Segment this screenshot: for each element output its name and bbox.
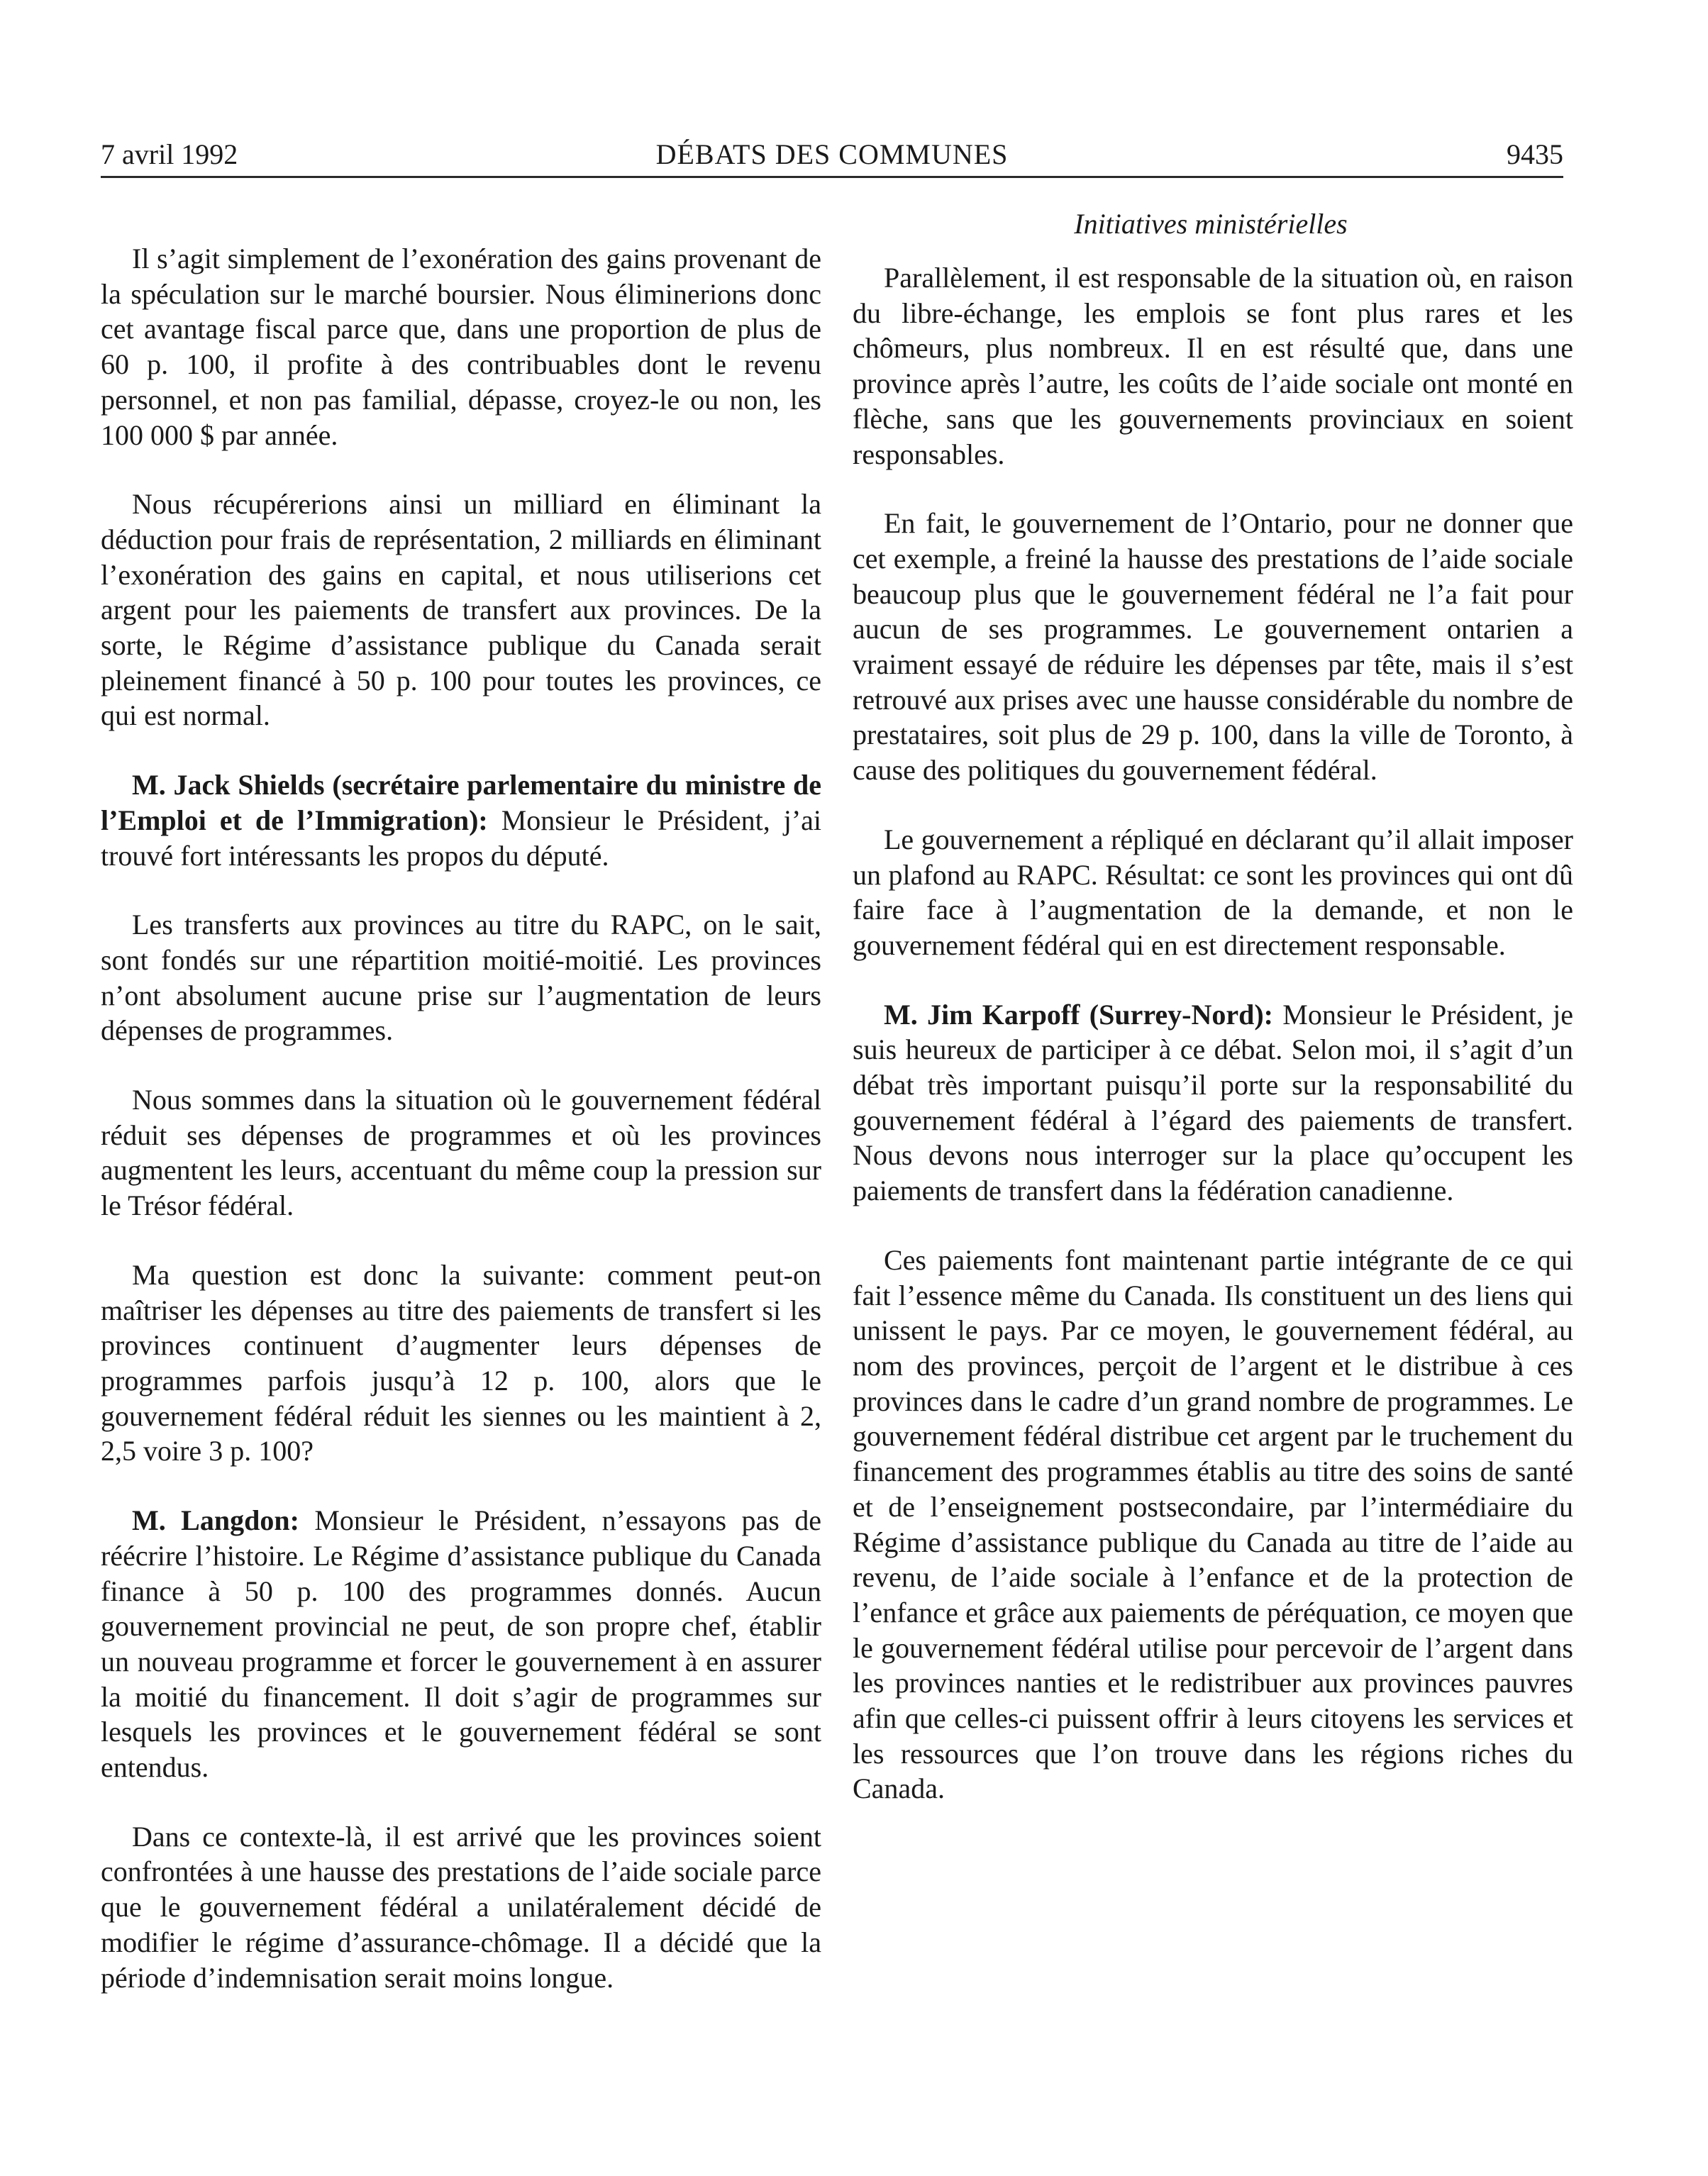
- paragraph: [853, 260, 1573, 472]
- speaker-name: M. Jim Karpoff (Surrey-Nord):: [884, 998, 1273, 1031]
- paragraph: [853, 822, 1573, 963]
- left-column: [101, 241, 821, 1995]
- paragraph: [853, 506, 1573, 788]
- paragraph: [853, 1243, 1573, 1806]
- paragraph: [101, 1503, 821, 1785]
- header-page-number: 9435: [1507, 138, 1563, 170]
- header-title: DÉBATS DES COMMUNES: [655, 138, 1009, 170]
- paragraph-text: En fait, le gouvernement de l’Ontario, pour ne donner que cet exemple, a freiné la hausse des prestations de l’aide sociale beaucoup plus que le gouvernement fédéral ne l’a fait pour aucun de ses programmes. Le gouvernement ontarien a vraiment essayé de réduire les dépenses par tête, mais il s’est retrouvé aux prises avec une hausse considérable du nombre de prestataires, soit plus de 29 p. 100, dans la ville de Toronto, à cause des politiques du gouvernement fédéral.: [853, 507, 1573, 787]
- page-header: [101, 133, 1563, 176]
- speaker-name: M. Jack Shields (secrétaire parlementaire du ministre de l’Emploi et de l’Immigration):: [101, 769, 821, 836]
- paragraph-text: Le gouvernement a répliqué en déclarant qu’il allait imposer un plafond au RAPC. Résultat: ce sont les provinces qui ont dû faire face à l’augmentation de la demande, et non le gouvernement fédéral qui en est directement responsable.: [853, 823, 1573, 961]
- section-rubric: Initiatives ministérielles: [1074, 208, 1348, 240]
- paragraph-text: Il s’agit simplement de l’exonération des gains provenant de la spéculation sur le marché boursier. Nous éliminerions donc cet avantage fiscal parce que, dans une proportion de plus de 60 p. 100, il profite à des contribuables dont le revenu personnel, et non pas familial, dépasse, croyez-le ou non, les 100 000 $ par année.: [101, 243, 821, 451]
- paragraph: [101, 1082, 821, 1223]
- paragraph-text: Ces paiements font maintenant partie intégrante de ce qui fait l’essence même du Canada. Ils constituent un des liens qui unissent le pays. Par ce moyen, le gouvernement fédéral, au nom des provinces, perçoit de l’argent et le distribue à ces provinces dans le cadre d’un grand nombre de programmes. Le gouvernement fédéral distribue cet argent par le truchement du financement des programmes établis au titre des soins de santé et de l’enseignement postsecondaire, par l’intermédiaire du Régime d’assistance publique du Canada au titre de l’aide au revenu, de l’aide sociale à l’enfance et de la protection de l’enfance et grâce aux paiements de péréquation, ce moyen que le gouvernement fédéral utilise pour percevoir de l’argent dans les provinces nanties et le redistribuer aux provinces pauvres afin que celles-ci puissent offrir à leurs citoyens les services et les ressources que l’on trouve dans les régions riches du Canada.: [853, 1243, 1573, 1805]
- paragraph: [101, 487, 821, 733]
- paragraph-text: Parallèlement, il est responsable de la situation où, en raison du libre-échange, les emplois se font plus rares et les chômeurs, plus nombreux. Il en est résulté que, dans une province après l’autre, les coûts de l’aide sociale ont monté en flèche, sans que les gouvernements provinciaux en soient responsables.: [853, 262, 1573, 470]
- header-rule: [101, 176, 1563, 178]
- paragraph: [853, 997, 1573, 1209]
- header-date: 7 avril 1992: [101, 138, 238, 170]
- paragraph: [101, 907, 821, 1048]
- paragraph-text: Monsieur le Président, je suis heureux de participer à ce débat. Selon moi, il s’agit d’un débat très important puisqu’il porte sur la responsabilité du gouvernement fédéral à l’égard des paiements de transfert. Nous devons nous interroger sur la place qu’occupent les paiements de transfert dans la fédération canadienne.: [853, 998, 1574, 1207]
- paragraph: [101, 241, 821, 453]
- paragraph-text: Les transferts aux provinces au titre du RAPC, on le sait, sont fondés sur une répartition moitié-moitié. Les provinces n’ont absolument aucune prise sur l’augmentation de leurs dépenses de programmes.: [101, 909, 821, 1047]
- paragraph-text: Dans ce contexte-là, il est arrivé que les provinces soient confrontées à une hausse des prestations de l’aide sociale parce que le gouvernement fédéral a unilatéralement décidé de modifier le régime d’assurance-chômage. Il a décidé que la période d’indemnisation serait moins longue.: [101, 1820, 821, 1994]
- paragraph: [101, 1819, 821, 1996]
- paragraph-text: Ma question est donc la suivante: comment peut-on maîtriser les dépenses au titre des paiements de transfert si les provinces continuent d’augmenter leurs dépenses de programmes parfois jusqu’à 12 p. 100, alors que le gouvernement fédéral réduit les siennes ou les maintient à 2, 2,5 voire 3 p. 100?: [101, 1258, 821, 1467]
- paragraph-text: Monsieur le Président, j’ai trouvé fort intéressants les propos du député.: [101, 804, 822, 872]
- paragraph: [101, 1258, 821, 1469]
- paragraph-text: Nous récupérerions ainsi un milliard en éliminant la déduction pour frais de représentation, 2 milliards en éliminant l’exonération des gains en capital, et nous utiliserions cet argent pour les paiements de transfert aux provinces. De la sorte, le Régime d’assistance publique du Canada serait pleinement financé à 50 p. 100 pour toutes les provinces, ce qui est normal.: [101, 488, 821, 732]
- paragraph: [101, 767, 821, 873]
- speaker-name: M. Langdon:: [132, 1504, 299, 1537]
- paragraph-text: Nous sommes dans la situation où le gouvernement fédéral réduit ses dépenses de programmes et où les provinces augmentent les leurs, accentuant du même coup la pression sur le Trésor fédéral.: [101, 1084, 821, 1222]
- right-column: [853, 260, 1573, 1806]
- paragraph-text: Monsieur le Président, n’essayons pas de réécrire l’histoire. Le Régime d’assistance publique du Canada finance à 50 p. 100 des programmes donnés. Aucun gouvernement provincial ne peut, de son propre chef, établir un nouveau programme et forcer le gouvernement à en assurer la moitié du financement. Il doit s’agir de programmes sur lesquels les provinces et le gouvernement fédéral se sont entendus.: [101, 1504, 821, 1784]
